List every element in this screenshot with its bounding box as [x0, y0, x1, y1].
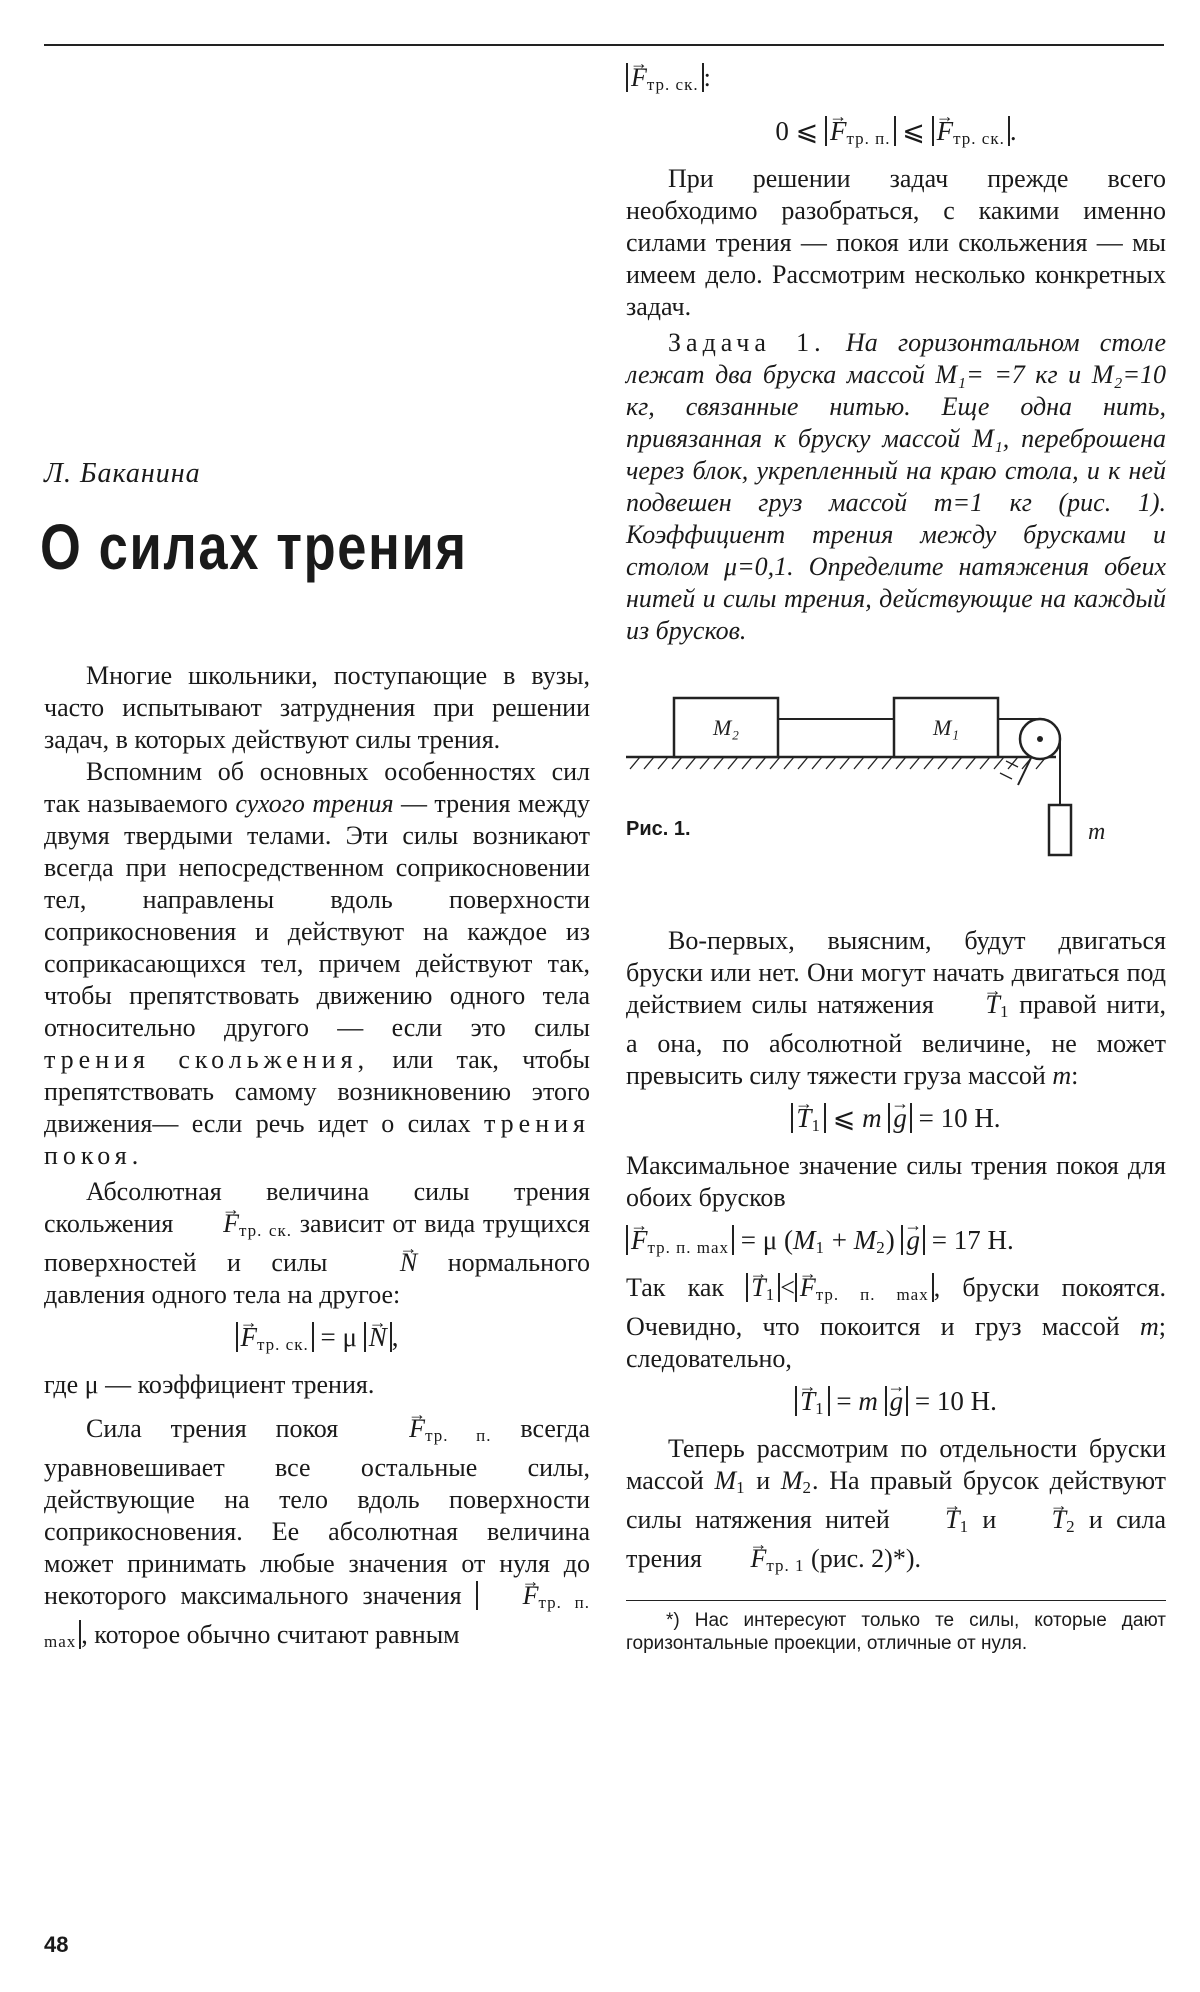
formula-tension-bound [626, 1102, 1166, 1142]
subscript: 2 [1066, 1517, 1076, 1536]
label-m2: M₂ [713, 715, 739, 740]
subscript: 2 [802, 1478, 813, 1497]
formula-static-range [626, 115, 1166, 155]
task-label: Задача 1. [668, 328, 826, 357]
text: и [756, 1466, 771, 1495]
subscript: 1 [765, 1285, 776, 1304]
subscript: 1 [811, 1116, 821, 1135]
pulley-axle [1037, 736, 1043, 742]
vector-f: → F [937, 115, 954, 147]
punct: ) [885, 1225, 895, 1255]
abs-value [746, 1273, 780, 1302]
punct: . [1009, 116, 1017, 146]
continuation [626, 62, 1166, 101]
subscript: тр. п. [425, 1426, 492, 1445]
support-hatching [1000, 761, 1018, 779]
text: Теперь рассмотрим по отдельности бруски массой [626, 1434, 1166, 1495]
subscript: тр. п. max [815, 1285, 929, 1304]
vector-f: → F [709, 1543, 767, 1575]
operator: = [931, 1225, 947, 1255]
abs-value [888, 1103, 912, 1133]
vector-g: → g [890, 1385, 904, 1417]
operator: ⩽ [902, 116, 925, 146]
text: правой нити, а она, по абсолютной величине, не может превысить силу тяжести груза массой [626, 990, 1167, 1090]
paragraph-since [626, 1272, 1166, 1375]
label-m: m [1088, 819, 1106, 845]
text: и [982, 1505, 997, 1534]
table-hatching [630, 757, 1046, 769]
symbol-m1: M [714, 1466, 737, 1495]
author: Л. Баканина [44, 458, 201, 489]
punct: , [391, 1322, 399, 1352]
text: Абсолютная величина силы трения скольжения [44, 1177, 590, 1238]
label-m1: M₁ [933, 715, 959, 740]
formula-tension-equal [626, 1385, 1166, 1425]
subscript: 1 [736, 1478, 746, 1497]
page-number: 48 [44, 1932, 69, 1957]
vector-n: → N [369, 1321, 387, 1353]
paragraph-intro: Многие школьники, поступающие в вузы, часто испытывают затруднения при решении задач, в которых действуют силы трения. [44, 661, 590, 754]
symbol-m: m [858, 1386, 878, 1416]
operator: = [836, 1386, 852, 1416]
subscript: 1 [815, 1238, 825, 1257]
paragraph-sliding [44, 1176, 590, 1311]
right-column [626, 62, 1166, 1655]
term-dry-friction: сухого трения [235, 789, 394, 818]
subscript: тр. ск. [238, 1221, 292, 1240]
left-column [44, 660, 590, 1658]
operator: + [831, 1225, 847, 1255]
abs-value [364, 1322, 392, 1352]
vector-t: → T [796, 1102, 811, 1134]
subscript: 1 [1000, 1002, 1010, 1021]
value: 10 Н. [936, 1386, 997, 1416]
symbol-m: m [862, 1103, 882, 1133]
text: Во-первых, выясним, будут двигаться бруски или нет. Они могут начать двигаться под действием силы натяжения [626, 926, 1166, 1019]
vector-t: → T [800, 1385, 815, 1417]
vector-t: → T [944, 989, 1000, 1021]
operator: < [780, 1273, 795, 1302]
operator: = [740, 1225, 756, 1255]
symbol-m: m [1139, 1312, 1159, 1341]
subscript: тр. п. [846, 129, 891, 148]
figure-1 [626, 687, 1166, 897]
subscript: тр. 1 [766, 1556, 805, 1575]
vector-t1: → T [903, 1504, 959, 1536]
paragraph-mu: где μ — коэффициент трения. [44, 1370, 375, 1399]
vector-f: → F [367, 1413, 425, 1445]
punct: : [1071, 1061, 1079, 1090]
vector-f: → F [241, 1321, 258, 1353]
vector-g: → g [906, 1224, 920, 1256]
operator: = [918, 1103, 934, 1133]
operator: ⩽ [795, 116, 819, 146]
task-1 [626, 327, 1166, 647]
text: Вспомним об основных особенностях сил так называемого [44, 757, 590, 818]
vector-f: → F [181, 1208, 239, 1240]
formula-sliding-friction [44, 1321, 590, 1361]
task-text: На горизонтальном столе лежат два бруска массой M₁= =7 кг и M₂=10 кг, связанные нитью. Еще одна нить, привязанная к бруску массой M₁, переброшена через блок, укрепленный на краю стола, и к ней подвешен груз массой m=1 кг (рис. 1). Коэффициент трения между брусками и столом μ=0,1. Определите натяжения обеих нитей и силы трения, действующие на каждый из брусков. [626, 328, 1166, 645]
subscript: тр. п. max [647, 1238, 730, 1257]
paragraph-separately [626, 1433, 1166, 1582]
vector-f: → F [800, 1272, 816, 1304]
subscript: тр. ск. [953, 129, 1005, 148]
vector-n: → N [358, 1247, 417, 1279]
symbol-m1: M [792, 1225, 816, 1255]
term-sliding-friction: трения скольжения, [44, 1045, 370, 1074]
article-title: О силах трения [40, 511, 468, 583]
paragraph-approach: При решении задач прежде всего необходимо разобраться, с какими именно силами трения — покоя или скольжения — мы имеем дело. Рассмотрим несколько конкретных задач. [626, 164, 1166, 321]
punct: : [703, 63, 711, 92]
top-rule [44, 44, 1164, 46]
text: зависит от вида трущихся поверхностей и силы [44, 1209, 590, 1277]
paragraph-max-static: Максимальное значение силы трения покоя для обоих брусков [626, 1151, 1166, 1212]
abs-value [885, 1386, 909, 1416]
vector-f: → F [830, 115, 847, 147]
number: 0 [775, 116, 789, 146]
footnote: *) Нас интересуют только те силы, которые дают горизонтальные проекции, отличные от нуля. [626, 1610, 1166, 1654]
subscript: тр. ск. [257, 1335, 309, 1354]
vector-t: → T [751, 1272, 765, 1304]
figure-1-drawing [626, 687, 1166, 897]
figure-caption: Рис. 1. [626, 818, 691, 840]
text: Так как [626, 1273, 725, 1302]
symbol-m: m [1052, 1061, 1072, 1090]
text: , бруски покоятся. Очевидно, что покоится и груз массой [626, 1273, 1166, 1341]
operator: ⩽ [832, 1103, 856, 1133]
symbol-mu: μ [342, 1322, 357, 1352]
abs-value [795, 1273, 934, 1302]
value: 10 Н. [940, 1103, 1001, 1133]
value: 17 Н. [953, 1225, 1014, 1255]
abs-value [236, 1322, 314, 1352]
text: или так, чтобы препятствовать самому возникновению этого движения— если речь идет о силах [44, 1045, 590, 1138]
abs-value [901, 1225, 925, 1255]
subscript: 1 [815, 1399, 825, 1418]
vector-f: → F [631, 62, 647, 94]
abs-value [795, 1386, 830, 1416]
hanging-weight [1049, 805, 1071, 855]
abs-value [825, 116, 895, 146]
footnote-rule [626, 1600, 1166, 1601]
text: (рис. 2)*). [811, 1544, 921, 1573]
subscript: 2 [876, 1238, 886, 1257]
term-static-friction: трения покоя. [44, 1109, 590, 1170]
symbol-m2: M [780, 1466, 803, 1495]
paragraph-static [44, 1413, 590, 1658]
text: и сила трения [626, 1505, 1167, 1573]
symbol-mu: μ [762, 1225, 778, 1255]
operator: = [914, 1386, 931, 1416]
formula-max-static [626, 1224, 1166, 1264]
vector-t2: → T [1010, 1504, 1066, 1536]
text: . На правый брусок действуют силы натяжения нитей [626, 1466, 1167, 1534]
operator: = [320, 1322, 336, 1352]
paragraph-first [626, 925, 1166, 1092]
text: нормального давления одного тела на другое: [44, 1248, 591, 1309]
abs-value [626, 1225, 734, 1255]
subscript: 1 [959, 1517, 970, 1536]
subscript: тр. ск. [646, 75, 699, 94]
punct: ( [783, 1225, 793, 1255]
abs-value [626, 63, 704, 92]
abs-value [791, 1103, 826, 1133]
vector-g: → g [893, 1102, 907, 1134]
text: ; следовательно, [626, 1312, 1166, 1373]
paragraph-dry-friction [44, 756, 590, 1172]
text: Сила трения покоя [86, 1414, 339, 1443]
vector-f: → F [481, 1580, 539, 1612]
vector-f: → F [631, 1224, 648, 1256]
symbol-m2: M [853, 1225, 877, 1255]
text: , которое обычно считают равным [81, 1620, 460, 1649]
text: всегда уравновешивает все остальные силы, действующие на тело вдоль поверхности соприкосновения. Ее абсолютная величина может принимать любые значения от нуля до некоторого максимального значения [44, 1414, 591, 1610]
subscript: тр. п. max [44, 1593, 591, 1651]
text: — трения между двумя твердыми телами. Эти силы возникают всегда при непосредственном соприкосновении тел, направлены вдоль поверхности соприкосновения и действуют на каждое из соприкасающихся тел, причем действуют так, чтобы препятствовать движению одного тела относительно другого — если это силы [44, 789, 591, 1042]
abs-value [932, 116, 1010, 146]
